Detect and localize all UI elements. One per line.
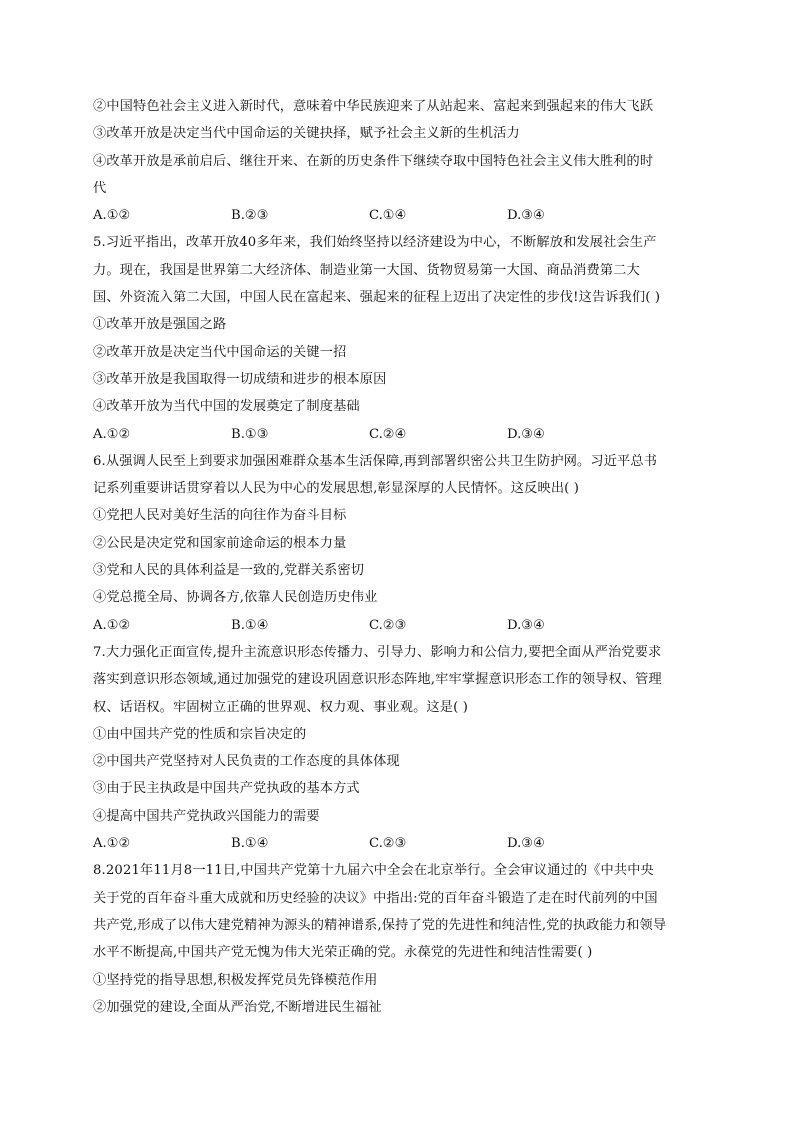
q5-item-3: ③改革开放是我国取得一切成绩和进步的根本原因 [93,371,387,387]
q7-option-d: D.③④ [507,836,545,852]
q7-option-b: B.①④ [231,836,269,852]
q6-option-c: C.②③ [369,617,407,633]
question-8 [93,857,698,1021]
q6-stem-line-1: 6.从强调人民至上到要求加强困难群众基本生活保障,再到部署织密公共卫生防护网。习近平总书 [93,453,658,469]
q6-option-a: A.①② [93,617,131,633]
q5-stem-line-3: 国、外资流入第二大国，中国人民在富起来、强起来的征程上迈出了决定性的步伐!这告诉我们( ) [93,290,661,306]
q7-options [93,830,698,857]
q7-stem-line-2: 落实到意识形态领域,通过加强党的建设巩固意识形态阵地,牢牢掌握意识形态工作的领导权、管理 [93,672,662,688]
q5-stem-line-1: 5.习近平指出，改革开放40多年来，我们始终坚持以经济建设为中心，不断解放和发展社会生产 [93,235,657,251]
q7-item-1: ①由中国共产党的性质和宗旨决定的 [93,726,307,742]
q7-item-4: ④提高中国共产党执政兴国能力的需要 [93,808,320,824]
question-6 [93,448,698,639]
q6-item-1: ①党把人民对美好生活的向往作为奋斗目标 [93,508,347,524]
q6-item-4: ④党总揽全局、协调各方,依靠人民创造历史伟业 [93,590,378,606]
q7-option-a: A.①② [93,836,131,852]
q5-option-a: A.①② [93,426,131,442]
q6-item-2: ②公民是决定党和国家前途命运的根本力量 [93,535,347,551]
q6-stem-line-2: 记系列重要讲话贯穿着以人民为中心的发展思想,彰显深厚的人民情怀。这反映出( ) [93,481,580,497]
q7-option-c: C.②③ [369,836,407,852]
q8-stem-line-3: 共产党,形成了以伟大建党精神为源头的精神谱系,保持了党的先进性和纯洁性,党的执政能力和领导 [93,917,667,933]
q4-item-3: ③改革开放是决定当代中国命运的关键抉择，赋予社会主义新的生机活力 [93,126,520,142]
q7-stem-line-1: 7.大力强化正面宣传,提升主流意识形态传播力、引导力、影响力和公信力,要把全面从严治党要求 [93,644,662,660]
q5-item-4: ④改革开放为当代中国的发展奠定了制度基础 [93,399,360,415]
q7-item-3: ③由于民主执政是中国共产党执政的基本方式 [93,781,360,797]
q8-item-1: ①坚持党的指导思想,积极发挥党员先锋模范作用 [93,972,378,988]
q4-item-2: ②中国特色社会主义进入新时代，意味着中华民族迎来了从站起来、富起来到强起来的伟大飞跃 [93,99,654,114]
q8-stem-line-2: 关于党的百年奋斗重大成就和历史经验的决议》中指出:党的百年奋斗锻造了走在时代前列的中国 [93,890,658,906]
q7-stem-line-3: 权、话语权。牢固树立正确的世界观、权力观、事业观。这是( ) [93,699,469,715]
q7-item-2: ②中国共产党坚持对人民负责的工作态度的具体体现 [93,754,400,770]
q5-option-b: B.①③ [231,426,269,442]
q8-stem-line-1: 8.2021年11月8一11日,中国共产党第十九届六中全会在北京举行。全会审议通过的《中共中央 [93,863,654,879]
q5-item-2: ②改革开放是决定当代中国命运的关键一招 [93,344,347,360]
q4-option-b: B.②③ [231,208,269,224]
q6-options [93,612,698,639]
question-7 [93,639,698,857]
q8-item-2: ②加强党的建设,全面从严治党,不断增进民生福祉 [93,999,382,1015]
question-4-tail [93,93,698,229]
q4-option-c: C.①④ [369,208,407,224]
q6-option-d: D.③④ [507,617,545,633]
q8-stem-line-4: 水平不断提高,中国共产党无愧为伟大光荣正确的党。永葆党的先进性和纯洁性需要( ) [93,945,593,961]
question-5 [93,229,698,447]
q5-options [93,421,698,448]
question-content [93,93,698,1021]
q5-option-c: C.②④ [369,426,407,442]
q5-stem-line-2: 力。现在，我国是世界第二大经济体、制造业第一大国、货物贸易第一大国、商品消费第二大 [93,262,640,278]
q5-item-1: ①改革开放是强国之路 [93,317,227,333]
q6-option-b: B.①④ [231,617,269,633]
q4-option-d: D.③④ [507,208,545,224]
q4-item-4-cont: 代 [93,180,107,196]
q4-item-4: ④改革开放是承前启后、继往开来、在新的历史条件下继续夺取中国特色社会主义伟大胜利的时 [93,153,654,169]
q6-item-3: ③党和人民的具体利益是一致的,党群关系密切 [93,563,365,579]
q4-options [93,202,698,229]
q5-option-d: D.③④ [507,426,545,442]
q4-option-a: A.①② [93,208,131,224]
